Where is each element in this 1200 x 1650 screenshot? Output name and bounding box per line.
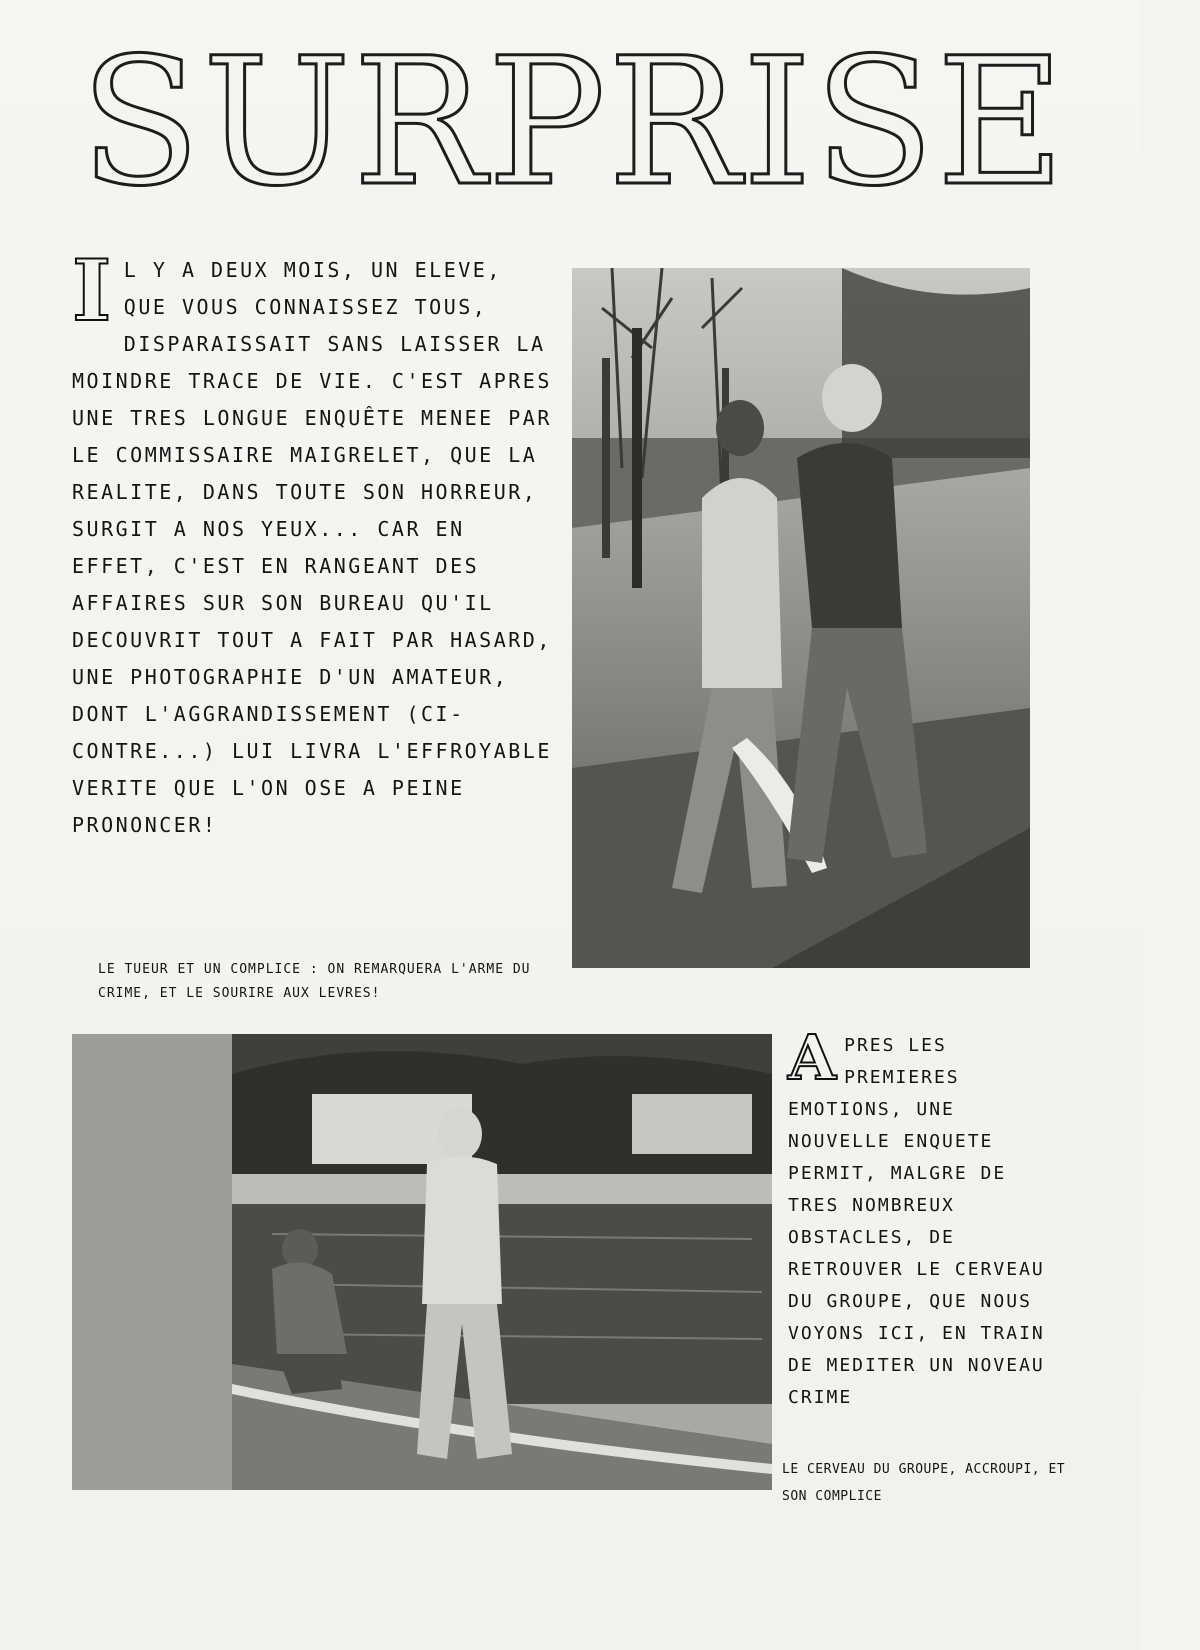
photo-pond [72,1034,772,1490]
photo1-caption: LE TUEUR ET UN COMPLICE : ON REMARQUERA L'ARME DU CRIME, ET LE SOURIRE AUX LEVRES! [98,962,531,1001]
story-paragraph [72,241,552,844]
page-title: SURPRISE [80,20,1067,225]
photo-park-walk [572,268,1030,968]
photo-killer-and-accomplice [572,268,1030,968]
photo2-caption: LE CERVEAU DU GROUPE, ACCROUPI, ET SON COMPLICE [782,1462,1066,1504]
story2-paragraph [788,1021,1068,1414]
drop-cap: I [72,241,114,340]
drop-cap-2: A [788,1021,839,1094]
photo-brain-of-the-group [72,1034,772,1490]
story-text: L Y A DEUX MOIS, UN ELEVE, QUE VOUS CONNAISSEZ TOUS, DISPARAISSAIT SANS LAISSER LA MOINDRE TRACE DE VIE. C'EST APRES UNE TRES LONGUE ENQUÊTE MENEE PAR LE COMMISSAIRE MAIGRELET, QUE LA REALITE, DANS TOUTE SON HORREUR, SURGIT A NOS YEUX... CAR EN EFFET, C'EST EN RANGEANT DES AFFAIRES SUR SON BUREAU QU'IL DECOUVRIT TOUT A FAIT PAR HASARD, UNE PHOTOGRAPHIE D'UN AMATEUR, DONT L'AGGRANDISSEMENT (CI-CONTRE...) LUI LIVRA L'EFFROYABLE VERITE QUE L'ON OSE A PEINE PRONONCER! [72,258,552,837]
story2-text: PRES LES PREMIERES EMOTIONS, UNE NOUVELLE ENQUETE PERMIT, MALGRE DE TRES NOMBREUX OBSTACLES, DE RETROUVER LE CERVEAU DU GROUPE, QUE NOUS VOYONS ICI, EN TRAIN DE MEDITER UN NOVEAU CRIME [788,1035,1045,1408]
